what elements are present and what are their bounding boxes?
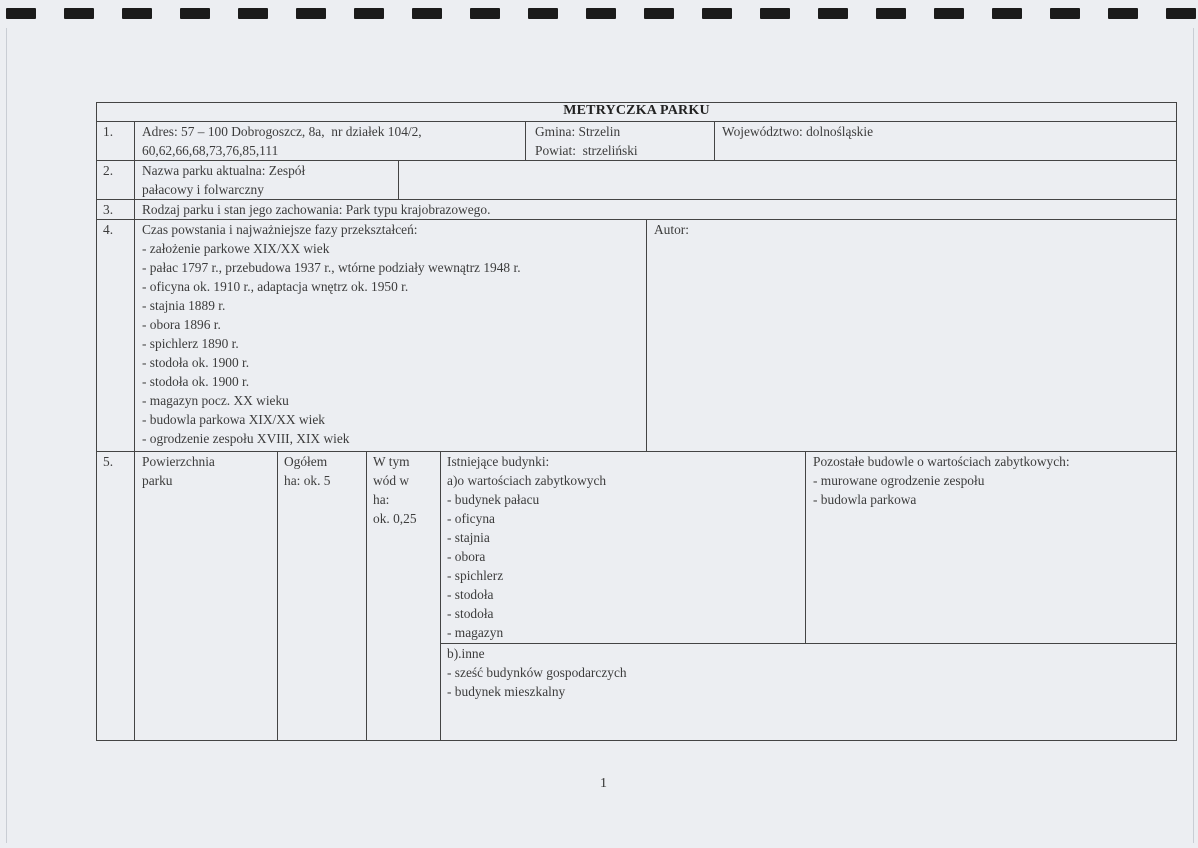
- history-line: - obora 1896 r.: [142, 317, 221, 332]
- binding-hole: [876, 8, 906, 19]
- number-column-divider: [134, 121, 135, 741]
- binding-hole: [1108, 8, 1138, 19]
- column-divider: [714, 121, 715, 160]
- park-type: Rodzaj parku i stan jego zachowania: Park typu krajobrazowego.: [142, 202, 491, 217]
- binding-holes: [6, 8, 1196, 20]
- column-divider: [805, 451, 806, 643]
- binding-hole: [760, 8, 790, 19]
- binding-hole: [470, 8, 500, 19]
- binding-hole: [238, 8, 268, 19]
- history-line: - spichlerz 1890 r.: [142, 336, 239, 351]
- gmina: Gmina: Strzelin: [535, 124, 621, 139]
- binding-hole: [122, 8, 152, 19]
- history-line: - budowla parkowa XIX/XX wiek: [142, 412, 325, 427]
- binding-hole: [992, 8, 1022, 19]
- column-divider: [398, 160, 399, 199]
- binding-hole: [64, 8, 94, 19]
- binding-hole: [702, 8, 732, 19]
- binding-hole: [934, 8, 964, 19]
- buildings-line: - oficyna: [447, 511, 495, 526]
- buildings-line: - stodoła: [447, 606, 494, 621]
- history-line: - pałac 1797 r., przebudowa 1937 r., wtórne podziały wewnątrz 1948 r.: [142, 260, 521, 275]
- other-structures-line: Pozostałe budowle o wartościach zabytkowych:: [813, 454, 1070, 469]
- row-number: 5.: [103, 454, 114, 469]
- column-divider: [525, 121, 526, 160]
- page-edge-right: [1193, 28, 1194, 843]
- history-line: - oficyna ok. 1910 r., adaptacja wnętrz ok. 1950 r.: [142, 279, 409, 294]
- buildings-line: - stajnia: [447, 530, 490, 545]
- row-number: 4.: [103, 222, 114, 237]
- binding-hole: [412, 8, 442, 19]
- table-title: METRYCZKA PARKU: [563, 103, 710, 118]
- history-line: Czas powstania i najważniejsze fazy przekształceń:: [142, 222, 418, 237]
- park-name-line-1: Nazwa parku aktualna: Zespół: [142, 163, 306, 178]
- binding-hole: [1166, 8, 1196, 19]
- water-area: ok. 0,25: [373, 511, 417, 526]
- column-divider: [646, 219, 647, 451]
- other-structures-line: - budowla parkowa: [813, 492, 917, 507]
- other-buildings-line: - sześć budynków gospodarczych: [447, 665, 627, 680]
- history-line: - założenie parkowe XIX/XX wiek: [142, 241, 330, 256]
- address-line-1: Adres: 57 – 100 Dobrogoszcz, 8a, nr działek 104/2,: [142, 124, 422, 139]
- binding-hole: [1050, 8, 1080, 19]
- binding-hole: [818, 8, 848, 19]
- author-label: Autor:: [654, 222, 689, 237]
- area-label: Powierzchnia: [142, 454, 215, 469]
- powiat: Powiat: strzeliński: [535, 143, 638, 158]
- park-name-line-2: pałacowy i folwarczny: [142, 182, 264, 197]
- other-buildings-line: b).inne: [447, 646, 485, 661]
- buildings-line: - spichlerz: [447, 568, 504, 583]
- wojewodztwo: Województwo: dolnośląskie: [722, 124, 874, 139]
- binding-hole: [528, 8, 558, 19]
- history-line: - stodoła ok. 1900 r.: [142, 355, 250, 370]
- other-buildings-line: - budynek mieszkalny: [447, 684, 566, 699]
- water-area: ha:: [373, 492, 390, 507]
- row-number: 3.: [103, 202, 114, 217]
- history-line: - magazyn pocz. XX wieku: [142, 393, 289, 408]
- total-area: ha: ok. 5: [284, 473, 331, 488]
- page-number: 1: [600, 776, 607, 791]
- total-area: Ogółem: [284, 454, 328, 469]
- binding-hole: [644, 8, 674, 19]
- buildings-line: - stodoła: [447, 587, 494, 602]
- row-divider: [440, 643, 1177, 644]
- area-label: parku: [142, 473, 173, 488]
- column-divider: [277, 451, 278, 741]
- history-line: - stajnia 1889 r.: [142, 298, 226, 313]
- binding-hole: [354, 8, 384, 19]
- history-line: - ogrodzenie zespołu XVIII, XIX wiek: [142, 431, 350, 446]
- row-number: 1.: [103, 124, 114, 139]
- buildings-line: Istniejące budynki:: [447, 454, 550, 469]
- column-divider: [366, 451, 367, 741]
- page-edge-left: [6, 28, 7, 843]
- water-area: W tym: [373, 454, 410, 469]
- binding-hole: [6, 8, 36, 19]
- water-area: wód w: [373, 473, 410, 488]
- buildings-line: - obora: [447, 549, 486, 564]
- address-line-2: 60,62,66,68,73,76,85,111: [142, 143, 279, 158]
- buildings-line: a)o wartościach zabytkowych: [447, 473, 607, 488]
- other-structures-line: - murowane ogrodzenie zespołu: [813, 473, 985, 488]
- buildings-line: - magazyn: [447, 625, 504, 640]
- binding-hole: [180, 8, 210, 19]
- binding-hole: [586, 8, 616, 19]
- binding-hole: [296, 8, 326, 19]
- history-line: - stodoła ok. 1900 r.: [142, 374, 250, 389]
- buildings-line: - budynek pałacu: [447, 492, 540, 507]
- column-divider: [440, 451, 441, 741]
- row-number: 2.: [103, 163, 114, 178]
